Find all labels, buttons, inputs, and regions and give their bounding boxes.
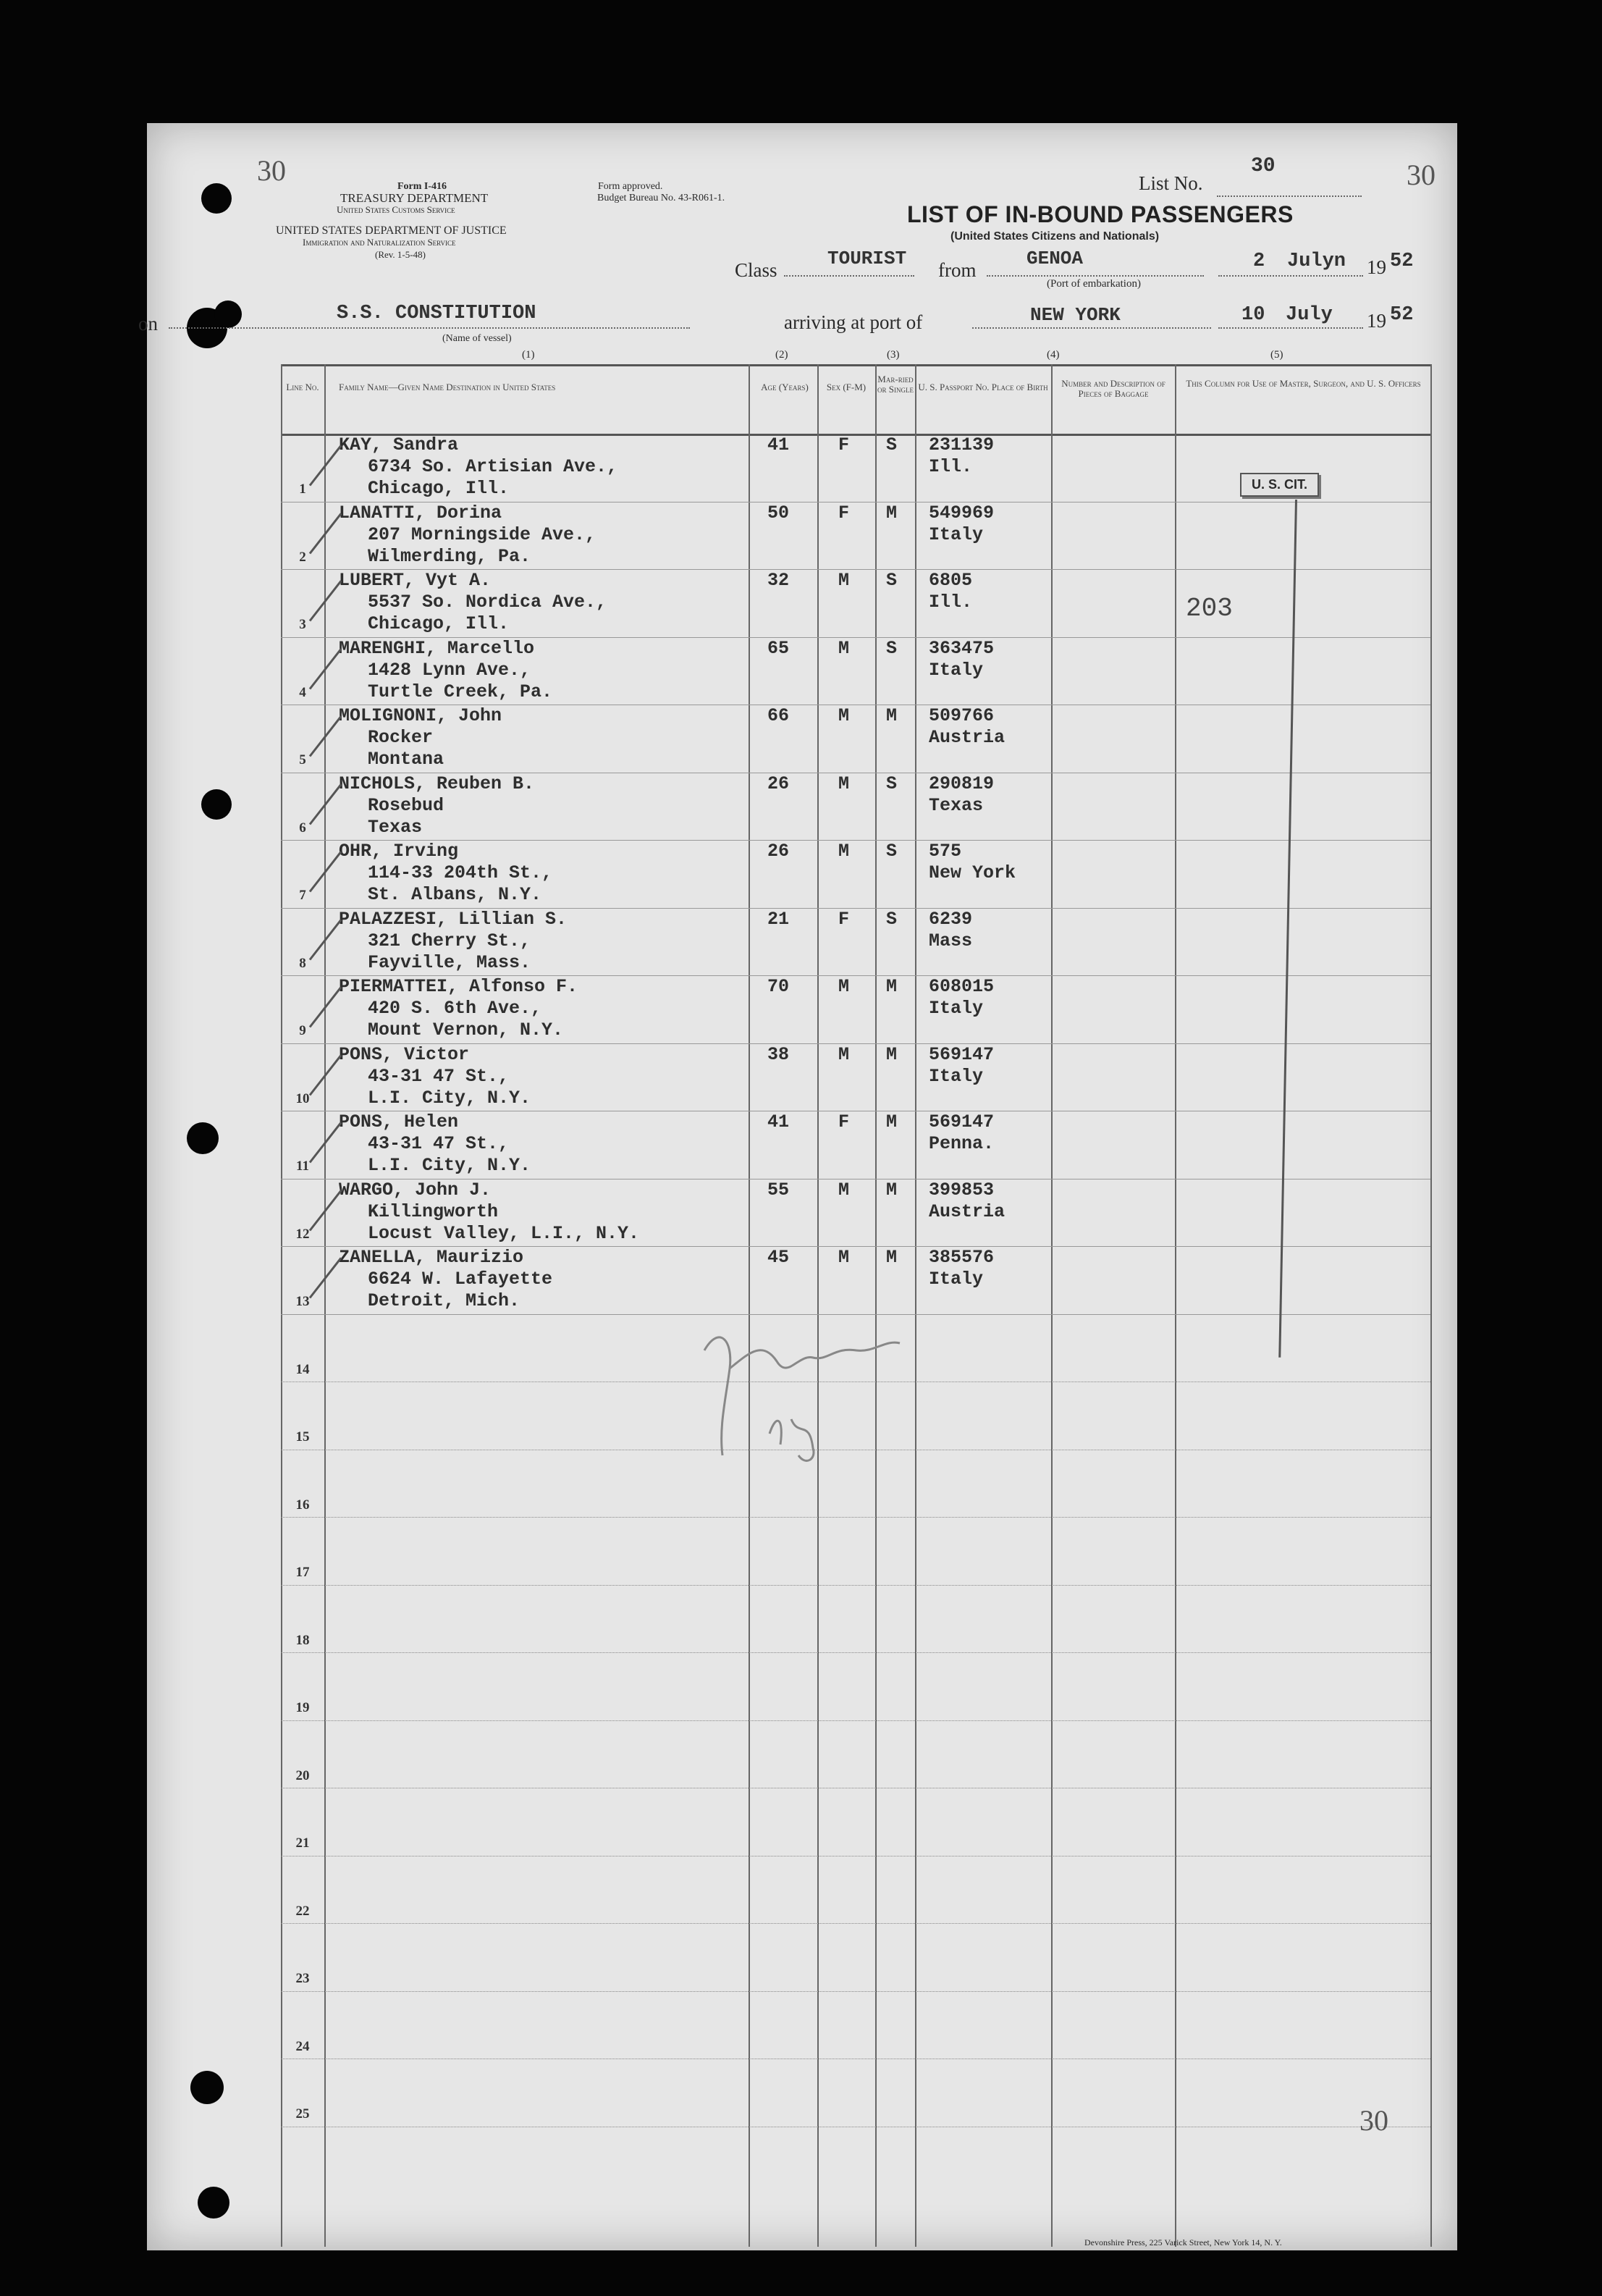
empty-table-row [281,1652,1430,1720]
line-number: 19 [295,1700,310,1715]
passenger-address-1: 43-31 47 St., [368,1133,510,1154]
passenger-marital-status: S [886,841,898,862]
passenger-name: PALAZZESI, Lillian S. [339,908,568,930]
passenger-address-1: 114-33 204th St., [368,862,553,883]
passenger-marital-status: M [886,705,898,726]
passport-number: 575 [929,841,962,862]
empty-table-row [281,1788,1430,1855]
empty-table-row [281,2059,1430,2126]
us-citizen-stamp: U. S. CIT. [1240,473,1319,497]
check-mark [309,1054,342,1096]
punch-hole [187,1122,219,1154]
passenger-name: MOLIGNONI, John [339,705,502,726]
table-row [281,705,1430,772]
form-number: Form I-416 [397,181,447,192]
empty-table-row [281,1856,1430,1923]
passenger-address-2: Montana [368,749,444,770]
line-number: 14 [295,1361,310,1377]
check-mark [309,783,342,825]
passenger-sex: F [838,1111,850,1132]
table-row [281,840,1430,907]
passenger-address-2: Turtle Creek, Pa. [368,681,553,702]
empty-table-row [281,1923,1430,1990]
justice-dept: UNITED STATES DEPARTMENT OF JUSTICE [276,224,507,237]
passenger-address-2: Locust Valley, L.I., N.Y. [368,1222,640,1244]
passenger-age: 21 [767,908,790,930]
place-of-birth: Penna. [929,1133,995,1154]
embark-year: 52 [1390,251,1414,272]
printer-imprint: Devonshire Press, 225 Varick Street, New York 14, N. Y. [1084,2237,1282,2247]
arrival-port: NEW YORK [1030,304,1121,326]
line-number: 21 [295,1835,310,1851]
col-header-sex: Sex (F-M) [826,382,867,392]
table-row [281,908,1430,975]
place-of-birth: Austria [929,727,1006,748]
passenger-address-2: L.I. City, N.Y. [368,1087,531,1109]
passport-number: 231139 [929,434,995,455]
embark-year-prefix: 19 [1367,256,1386,278]
revision-date: (Rev. 1-5-48) [375,249,426,260]
passenger-marital-status: M [886,1111,898,1132]
passenger-marital-status: S [886,570,898,591]
list-no-label: List No. [1139,172,1203,194]
col-marker-5: (5) [1270,349,1283,361]
check-mark [309,919,342,960]
passenger-address-1: 5537 So. Nordica Ave., [368,592,607,613]
passenger-name: NICHOLS, Reuben B. [339,773,535,794]
embark-port: GENOA [1026,248,1084,269]
passport-number: 509766 [929,705,995,726]
line-number: 18 [295,1632,310,1648]
passport-number: 385576 [929,1247,995,1268]
passenger-marital-status: M [886,1043,898,1065]
line-number: 25 [295,2106,310,2122]
passenger-address-1: 207 Morningside Ave., [368,523,596,545]
passenger-address-2: Mount Vernon, N.Y. [368,1019,564,1040]
line-number: 24 [295,2038,310,2054]
passenger-address-1: 43-31 47 St., [368,1065,510,1087]
vessel-name: S.S. CONSTITUTION [337,303,536,324]
passenger-name: MARENGHI, Marcello [339,637,535,659]
customs-service: United States Customs Service [337,204,455,215]
table-row [281,1111,1430,1178]
arrival-year: 52 [1390,304,1414,326]
passenger-sex: M [838,1043,850,1065]
col-header-name: Family Name—Given Name Destination in United States [339,382,556,392]
place-of-birth: Ill. [929,456,973,477]
passport-number: 569147 [929,1111,995,1132]
passenger-address-1: 1428 Lynn Ave., [368,659,531,681]
passenger-sex: F [838,434,850,455]
passenger-age: 41 [767,1111,790,1132]
line-number: 16 [295,1497,310,1513]
passenger-address-2: Wilmerding, Pa. [368,545,531,567]
embark-port-caption: (Port of embarkation) [1047,278,1141,290]
empty-table-row [281,1991,1430,2059]
passenger-address-2: St. Albans, N.Y. [368,884,542,905]
passenger-address-2: Chicago, Ill. [368,613,510,634]
page-title: LIST OF IN-BOUND PASSENGERS [907,201,1294,227]
passport-number: 399853 [929,1179,995,1200]
passenger-sex: M [838,1179,850,1200]
passenger-age: 65 [767,637,790,659]
check-mark [309,513,342,554]
line-number: 1 [299,482,306,497]
table-row [281,975,1430,1043]
passenger-sex: M [838,705,850,726]
passenger-marital-status: M [886,1179,898,1200]
col-header-age: Age (Years) [761,382,809,392]
empty-table-row [281,1517,1430,1584]
arrival-year-prefix: 19 [1367,310,1386,332]
passenger-age: 26 [767,841,790,862]
passenger-name: ZANELLA, Maurizio [339,1247,524,1268]
passenger-name: WARGO, John J. [339,1179,492,1200]
col-header-officers: This Column for Use of Master, Surgeon, and U. S. Officers [1186,378,1421,389]
check-mark [309,648,342,689]
passenger-address-2: Texas [368,816,423,838]
table-row [281,1246,1430,1313]
arrival-month: July [1286,304,1333,326]
passenger-marital-status: S [886,434,898,455]
empty-table-row [281,1585,1430,1652]
passenger-address-2: Detroit, Mich. [368,1290,520,1311]
line-number: 3 [299,617,306,632]
line-number: 13 [295,1294,310,1309]
passenger-age: 55 [767,1179,790,1200]
check-mark [309,1190,342,1231]
passport-number: 549969 [929,502,995,523]
check-mark [309,1257,342,1298]
line-number: 8 [299,955,306,971]
list-no: 30 [1251,155,1276,177]
passenger-age: 26 [767,773,790,794]
corner-number-left: 30 [257,154,286,187]
on-label: on [138,313,158,335]
from-label: from [938,259,977,281]
passenger-name: KAY, Sandra [339,434,459,455]
passenger-address-1: 321 Cherry St., [368,930,531,951]
line-number: 22 [295,1903,310,1919]
passenger-sex: M [838,841,850,862]
line-number: 17 [295,1565,310,1580]
check-mark [309,1122,342,1163]
passenger-age: 45 [767,1247,790,1268]
punch-hole [190,2071,224,2104]
line-number: 9 [299,1023,306,1038]
col-header-line: Line No. [286,382,319,392]
passenger-sex: F [838,502,850,523]
passenger-address-2: Fayville, Mass. [368,951,531,973]
passenger-marital-status: M [886,502,898,523]
passenger-name: PIERMATTEI, Alfonso F. [339,976,578,997]
passport-number: 6239 [929,908,973,930]
check-mark [309,986,342,1027]
punch-hole [198,2187,229,2219]
passenger-address-1: Rocker [368,727,434,748]
passenger-age: 70 [767,976,790,997]
place-of-birth: Italy [929,659,984,681]
punch-hole [214,300,242,328]
passenger-sex: M [838,637,850,659]
passenger-age: 50 [767,502,790,523]
annotation-203: 203 [1186,594,1233,623]
embark-month: Julyn [1287,251,1346,272]
arrival-day: 10 [1241,304,1265,326]
footer-page-number: 30 [1359,2104,1388,2137]
passenger-address-2: L.I. City, N.Y. [368,1155,531,1176]
passenger-address-1: Killingworth [368,1200,499,1222]
passenger-sex: M [838,773,850,794]
col-header-passport: U. S. Passport No. Place of Birth [918,382,1048,392]
passenger-age: 38 [767,1043,790,1065]
check-mark [309,445,342,486]
line-number: 7 [299,888,306,903]
line-number: 11 [296,1158,309,1174]
passenger-table [281,364,1430,2247]
place-of-birth: Italy [929,1065,984,1087]
place-of-birth: Austria [929,1200,1006,1222]
line-number: 6 [299,820,306,836]
vessel-caption: (Name of vessel) [442,333,512,344]
corner-number-right: 30 [1407,159,1436,191]
punch-hole [201,789,232,820]
passenger-marital-status: S [886,908,898,930]
punch-hole [201,183,232,214]
passenger-name: LANATTI, Dorina [339,502,502,523]
page-subtitle: (United States Citizens and Nationals) [950,230,1160,243]
line-number: 23 [295,1971,310,1986]
class-label: Class [735,259,777,281]
budget-bureau: Budget Bureau No. 43-R061-1. [597,193,725,203]
place-of-birth: New York [929,862,1016,883]
table-row [281,1179,1430,1246]
table-row [281,502,1430,569]
line-number: 10 [295,1090,310,1106]
passenger-marital-status: S [886,773,898,794]
place-of-birth: Italy [929,523,984,545]
col-marker-2: (2) [775,349,788,361]
passenger-address-1: 6624 W. Lafayette [368,1269,553,1290]
col-marker-4: (4) [1047,349,1060,361]
passenger-address-1: Rosebud [368,794,444,816]
passenger-sex: M [838,570,850,591]
passenger-marital-status: S [886,637,898,659]
passenger-age: 32 [767,570,790,591]
passenger-name: LUBERT, Vyt A. [339,570,492,591]
passenger-sex: F [838,908,850,930]
table-row [281,1043,1430,1111]
arriving-label: arriving at port of [784,311,923,333]
line-number: 5 [299,752,306,768]
table-row [281,569,1430,636]
place-of-birth: Italy [929,998,984,1019]
treasury-dept: TREASURY DEPARTMENT [340,191,489,205]
table-row [281,773,1430,840]
passenger-age: 66 [767,705,790,726]
place-of-birth: Ill. [929,592,973,613]
passenger-address-2: Chicago, Ill. [368,478,510,499]
check-mark [309,715,342,757]
immigration-service: Immigration and Naturalization Service [303,237,456,248]
form-approved: Form approved. [598,181,663,192]
embark-day: 2 [1253,251,1265,272]
line-number: 12 [295,1226,310,1242]
passenger-address-1: 420 S. 6th Ave., [368,998,542,1019]
col-header-baggage: Number and Description of Pieces of Baggage [1061,378,1165,399]
passenger-sex: M [838,1247,850,1268]
line-number: 15 [295,1429,310,1445]
passport-number: 608015 [929,976,995,997]
passenger-name: PONS, Victor [339,1043,470,1065]
handwritten-signature [690,1311,922,1477]
passport-number: 6805 [929,570,973,591]
col-marker-1: (1) [522,349,535,361]
place-of-birth: Texas [929,794,984,816]
line-number: 20 [295,1767,310,1783]
passenger-address-1: 6734 So. Artisian Ave., [368,456,618,477]
passenger-name: OHR, Irving [339,841,459,862]
manifest-sheet [138,123,1457,2250]
line-number: 2 [299,549,306,565]
col-header-married: Mar-ried or Single [877,374,914,395]
empty-table-row [281,1720,1430,1788]
passport-number: 363475 [929,637,995,659]
class-value: TOURIST [827,248,907,269]
passport-number: 290819 [929,773,995,794]
passenger-age: 41 [767,434,790,455]
place-of-birth: Italy [929,1269,984,1290]
passenger-marital-status: M [886,1247,898,1268]
check-mark [309,851,342,892]
col-marker-3: (3) [887,349,900,361]
check-mark [309,580,342,621]
line-number: 4 [299,684,306,700]
table-row [281,637,1430,705]
passport-number: 569147 [929,1043,995,1065]
passenger-marital-status: M [886,976,898,997]
place-of-birth: Mass [929,930,973,951]
passenger-name: PONS, Helen [339,1111,459,1132]
passenger-sex: M [838,976,850,997]
